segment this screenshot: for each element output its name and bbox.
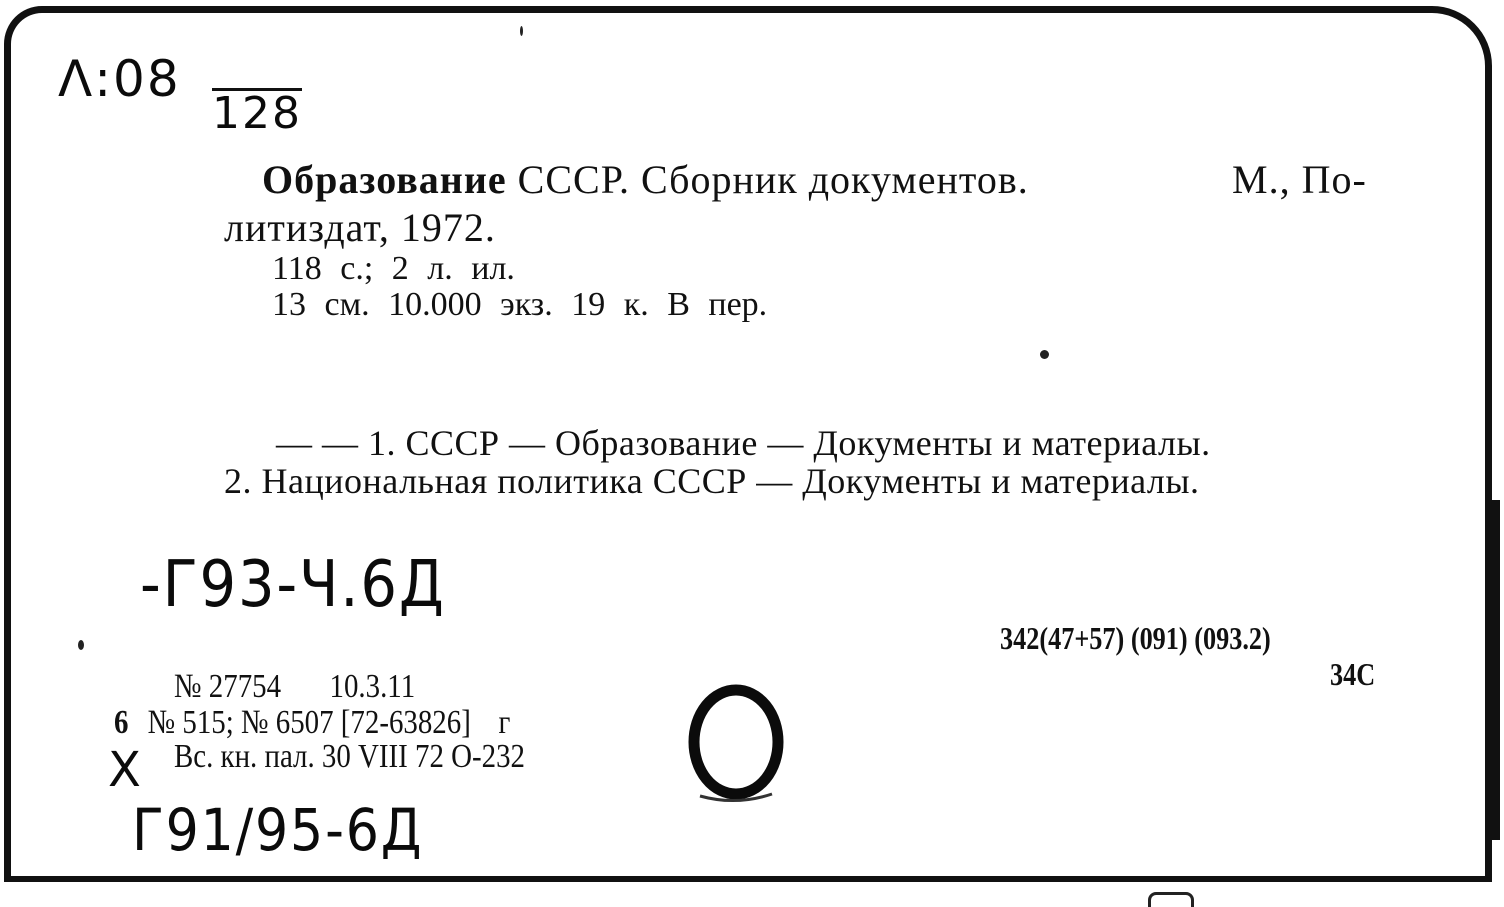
shelfmark-line1: Λ:08 [58, 50, 181, 108]
subject-line-2: 2. Национальная политика СССР — Документы и материалы. [224, 461, 1200, 501]
imprint-number: № 27754 [174, 668, 282, 705]
handwritten-x-mark: X [108, 742, 143, 798]
entry-publisher-cont: литиздат, 1972. [224, 205, 496, 250]
entry-place-publisher: М., По- [1232, 157, 1367, 202]
scan-speck [520, 26, 523, 36]
imprint-code: 10.3.11 [329, 668, 416, 705]
imprint-suffix: г [498, 704, 511, 741]
handwritten-circle [680, 680, 800, 810]
handwritten-code-1: -Г93-Ч.6Д [140, 548, 446, 622]
imprint-line-2 [114, 704, 510, 742]
subject-line-1 [276, 422, 1211, 464]
author-mark: 34С [1330, 656, 1376, 692]
imprint-line-1 [174, 668, 415, 706]
scan-speck [1148, 892, 1194, 907]
scan-speck [78, 640, 84, 650]
shelfmark-line2: 128 [212, 88, 302, 139]
udc-classification: 342(47+57) (091) (093.2) [1000, 620, 1271, 656]
imprint-prefix: 6 [114, 704, 129, 741]
subject-dashes: — — [276, 423, 359, 463]
entry-title-bold: Образование [262, 157, 507, 202]
scan-speck [1040, 350, 1049, 359]
imprint-line-3: Вс. кн. пал. 30 VIII 72 О-232 [174, 738, 525, 775]
entry-extent: 118 с.; 2 л. ил. [272, 250, 515, 287]
imprint-order: № 515; № 6507 [72-63826] [147, 704, 471, 741]
handwritten-code-2: Г91/95-6Д [132, 796, 424, 864]
entry-title-line [262, 156, 1029, 203]
subject-1: 1. СССР — Образование — Документы и материалы. [368, 423, 1211, 463]
card-edge-right [1490, 500, 1500, 840]
entry-title-rest: СССР. Сборник документов. [517, 157, 1029, 202]
entry-size-edition: 13 см. 10.000 экз. 19 к. В пер. [272, 286, 768, 323]
